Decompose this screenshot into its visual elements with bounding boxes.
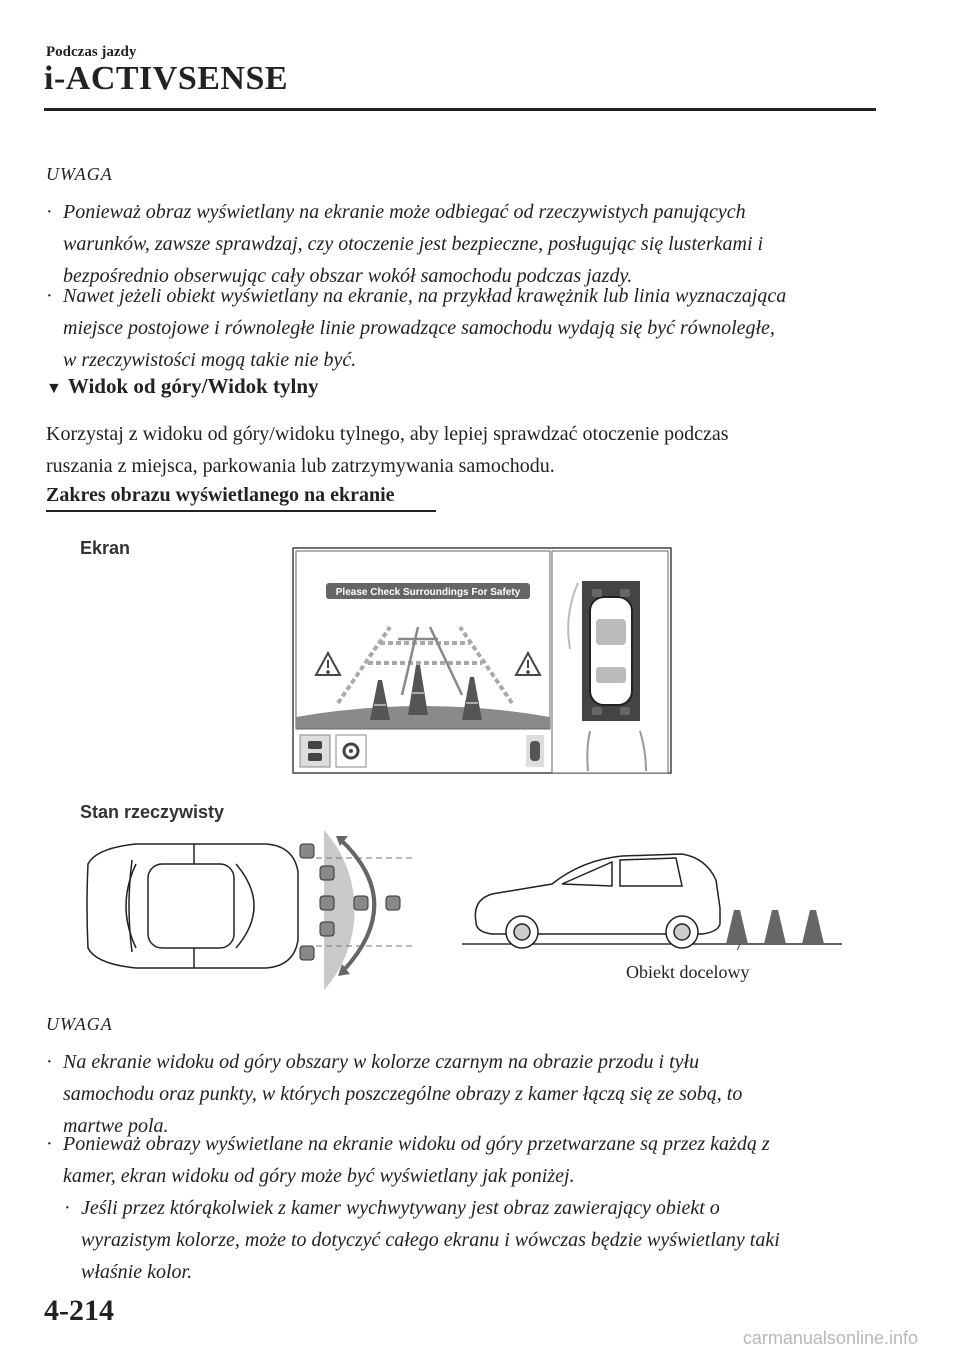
bullet-line: Ponieważ obraz wyświetlany na ekranie może odbiegać od rzeczywistych panujących <box>63 201 746 223</box>
bullet-line: kamer, ekran widoku od góry może być wyświetlany jak poniżej. <box>63 1165 575 1187</box>
reality-top-view <box>76 820 421 1000</box>
bullet-line: Na ekranie widoku od góry obszary w kolorze czarnym na obrazie przodu i tyłu <box>63 1051 700 1073</box>
car-top-outline <box>87 844 298 968</box>
figure-heading: Zakres obrazu wyświetlanego na ekranie <box>46 484 395 506</box>
note-bullet: · Ponieważ obraz wyświetlany na ekranie może odbiegać od rzeczywistych panujących warunków, zawsze sprawdzaj, czy otoczenie jest bezpieczne, posługując się lusterkami i bezpośrednio obserwując cały obszar wokół samochodu podczas jazdy. <box>46 196 886 292</box>
bullet-line: martwe pola. <box>63 1115 169 1137</box>
banner-text: Please Check Surroundings For Safety <box>335 587 521 598</box>
note-heading: UWAGA <box>46 164 113 184</box>
bullet-line: Nawet jeżeli obiekt wyświetlany na ekranie, na przykład krawężnik lub linia wyznaczająca <box>63 285 787 307</box>
page-number: 4-214 <box>44 1294 114 1327</box>
reality-side-view <box>462 840 842 950</box>
heading-underline <box>46 510 436 512</box>
reality-label: Stan rzeczywisty <box>80 802 225 822</box>
bullet-line: miejsce postojowe i równoległe linie prowadzące samochodu wydają się być równoległe, <box>63 317 775 339</box>
intro-paragraph: Korzystaj z widoku od góry/widoku tylnego, aby lepiej sprawdzać otoczenie podczas ruszania z miejsca, parkowania lub zatrzymywania samochodu. <box>46 423 729 477</box>
section-heading: ▼ Widok od góry/Widok tylny <box>46 374 319 398</box>
safety-banner <box>326 583 530 599</box>
note-bullet: · Nawet jeżeli obiekt wyświetlany na ekranie, na przykład krawężnik lub linia wyznaczająca miejsce postojowe i równoległe linie prowadzące samochodu wydają się być równoległe, w rzeczywistości mogą takie nie być. <box>46 280 886 376</box>
note-bullet: · Na ekranie widoku od góry obszary w kolorze czarnym na obrazie przodu i tyłu samochodu oraz punkty, w których poszczególne obrazy z kamer łączą się ze sobą, to martwe pola. <box>46 1046 886 1142</box>
bullet-line: wyrazistym kolorze, może to dotyczyć całego ekranu i wówczas będzie wyświetlany taki <box>81 1229 780 1251</box>
target-object-callout: Obiekt docelowy <box>626 962 750 982</box>
watermark: carmanualsonline.info <box>742 1328 918 1348</box>
bullet-line: bezpośrednio obserwując cały obszar wokół samochodu podczas jazdy. <box>63 265 633 287</box>
bullet-line: Ponieważ obrazy wyświetlane na ekranie widoku od góry przetwarzane są przez każdą z <box>63 1133 770 1155</box>
note-bullet: · Ponieważ obrazy wyświetlane na ekranie widoku od góry przetwarzane są przez każdą z kamer, ekran widoku od góry może być wyświetlany jak poniżej. <box>46 1128 886 1192</box>
bullet-line: właśnie kolor. <box>81 1261 193 1283</box>
bullet-line: samochodu oraz punkty, w których poszczególne obrazy z kamer łączą się ze sobą, to <box>63 1083 743 1105</box>
chapter-title: i-ACTIVSENSE <box>44 60 289 97</box>
top-view-car <box>582 581 640 721</box>
bullet-line: w rzeczywistości mogą takie nie być. <box>63 349 357 371</box>
screen-illustration <box>290 545 674 777</box>
car-status-icon <box>526 735 544 767</box>
triangle-marker-icon: ▼ <box>46 380 62 397</box>
view-switch-icon[interactable] <box>300 735 330 767</box>
note-heading: UWAGA <box>46 1014 113 1034</box>
note-subbullet: · Jeśli przez którąkolwiek z kamer wychwytywany jest obraz zawierający obiekt o wyrazistym kolorze, może to dotyczyć całego ekranu i wówczas będzie wyświetlany taki właśnie kolor. <box>64 1192 884 1288</box>
header-rule <box>44 108 876 111</box>
screen-label: Ekran <box>80 538 131 558</box>
bullet-line: warunków, zawsze sprawdzaj, czy otoczenie jest bezpieczne, posługując się lusterkami i <box>63 233 764 255</box>
car-side-outline <box>475 854 720 948</box>
section-label: Podczas jazdy <box>46 44 137 60</box>
bullet-line: Jeśli przez którąkolwiek z kamer wychwytywany jest obraz zawierający obiekt o <box>81 1197 720 1219</box>
settings-gear-icon[interactable] <box>336 735 366 767</box>
